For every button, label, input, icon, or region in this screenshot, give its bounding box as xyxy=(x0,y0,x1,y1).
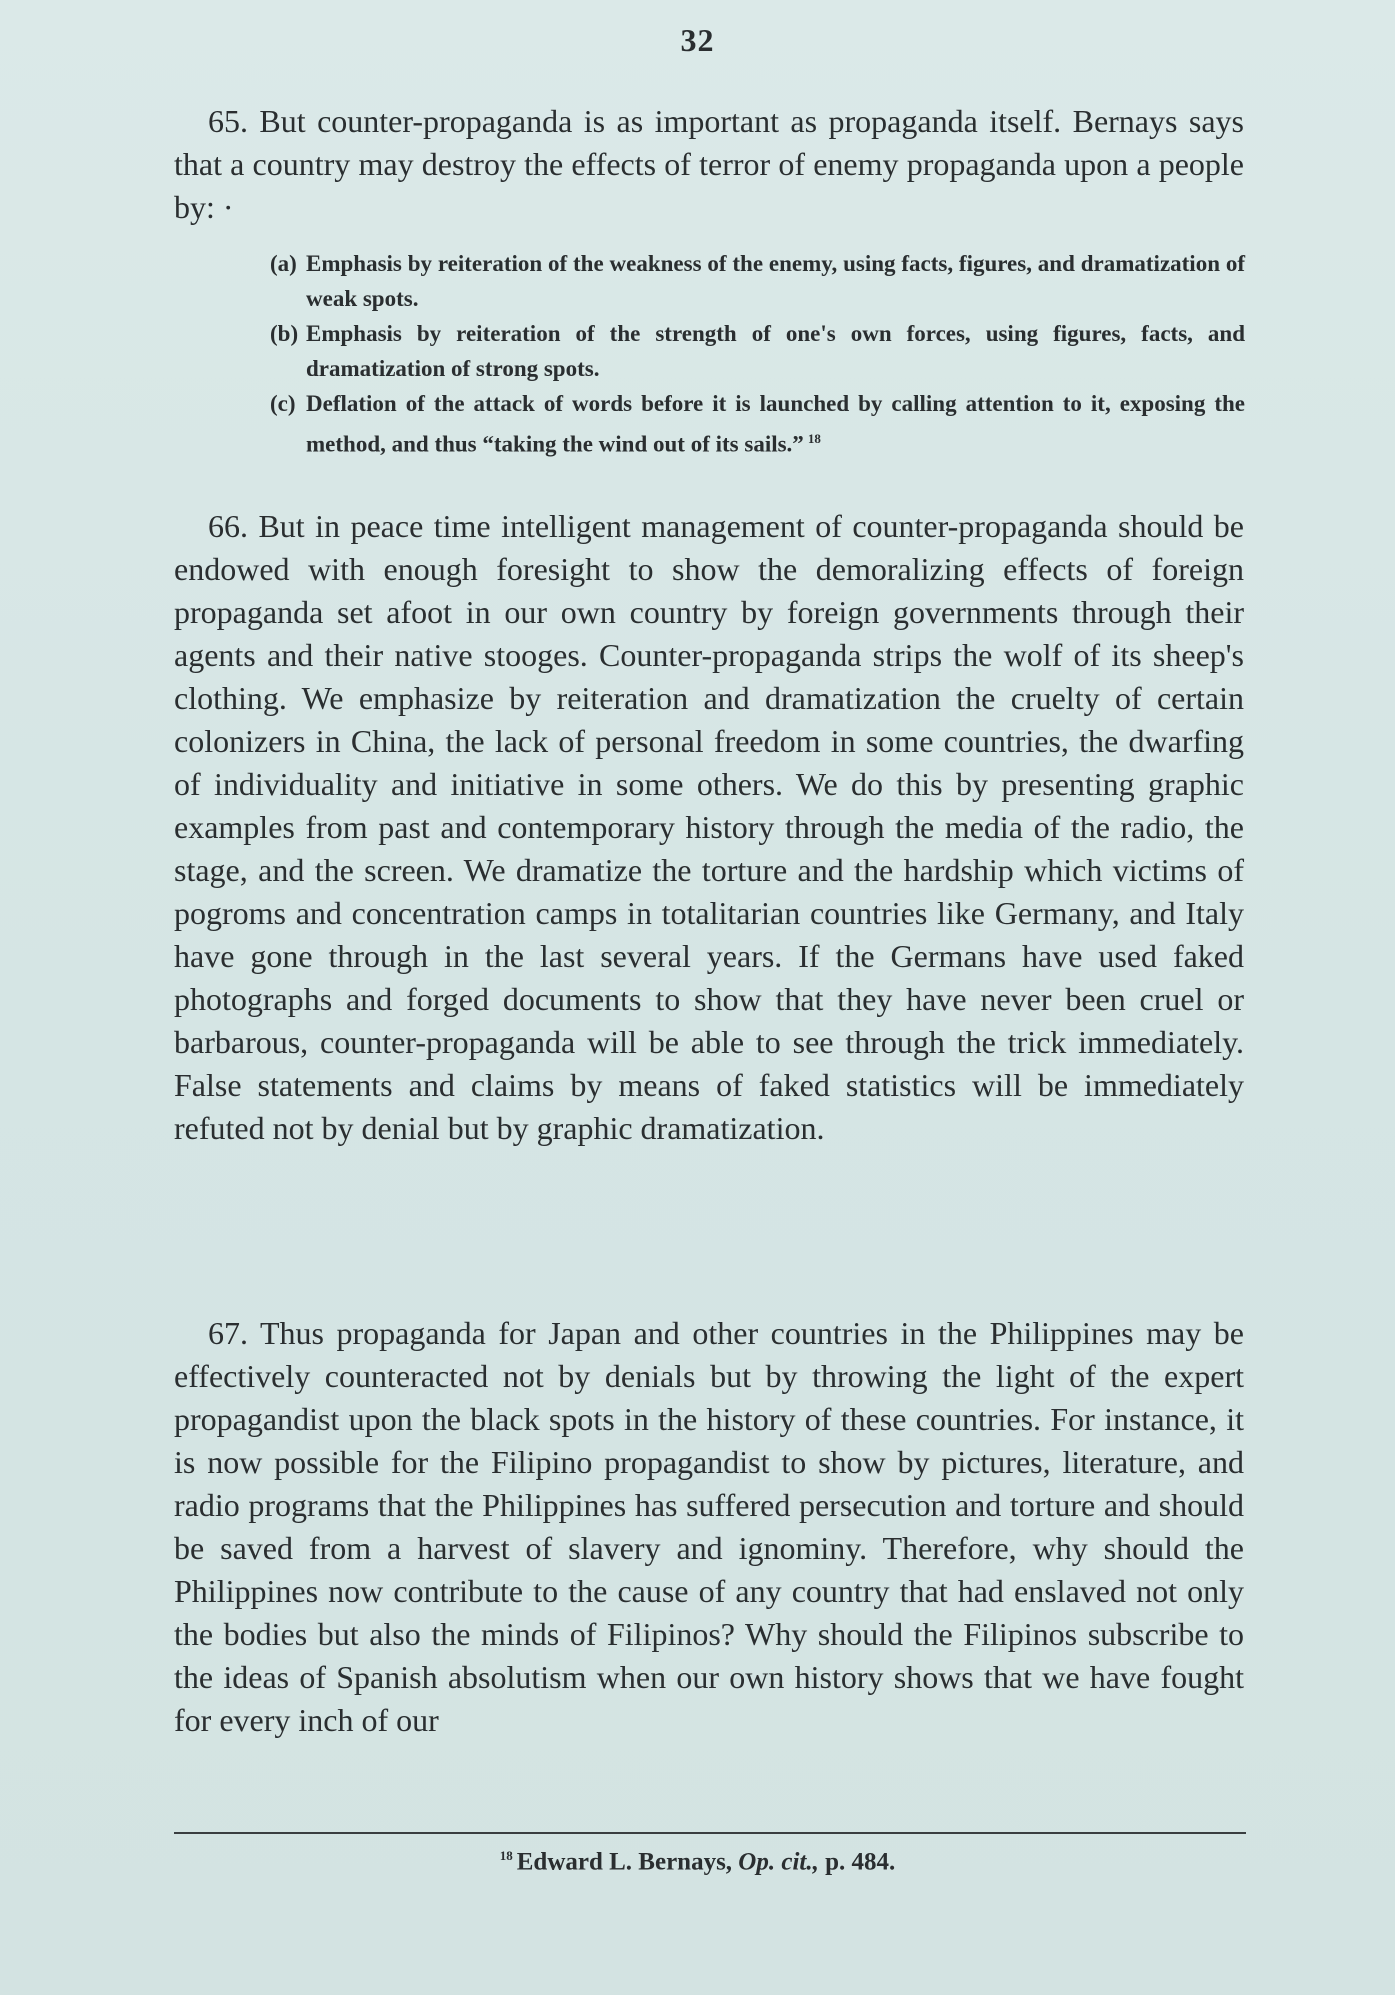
list-item-text: Emphasis by reiteration of the weakness of the enemy, using facts, figures, and dramatization of weak spots. xyxy=(306,251,1245,311)
list-item xyxy=(270,386,1245,462)
list-item-text: Emphasis by reiteration of the strength of one's own forces, using figures, facts, and dramatization of strong spots. xyxy=(306,321,1245,381)
list-item-mark: (a) xyxy=(270,251,297,276)
footnote-author: Edward L. Bernays, xyxy=(516,1848,733,1876)
page-number: 32 xyxy=(680,22,715,58)
paragraph-65 xyxy=(174,100,1244,229)
paragraph-66 xyxy=(174,505,1244,1150)
footnote-work: Op. cit., xyxy=(738,1848,819,1876)
footnote-page: p. 484. xyxy=(825,1848,896,1876)
footnote-mark: 18 xyxy=(499,1848,513,1863)
list-item-text: Deflation of the attack of words before it is launched by calling attention to it, exposing the method, and thus “taking the wind out of its sails.” xyxy=(306,391,1245,457)
list-item-mark: (b) xyxy=(270,321,299,346)
footnote-divider xyxy=(174,1832,1246,1834)
footnote xyxy=(0,1848,1395,1876)
list-item-mark: (c) xyxy=(270,391,296,416)
paragraph-66-text: 66. But in peace time intelligent management of counter-propaganda should be endowed with enough foresight to show the demoralizing effects of foreign propaganda set afoot in our own country by foreign governments through their agents and their native stooges. Counter-propaganda strips the wolf of its sheep's clothing. We emphasize by reiteration and dramatization the cruelty of certain colonizers in China, the lack of personal freedom in some countries, the dwarfing of individuality and initiative in some others. We do this by presenting graphic examples from past and contemporary history through the media of the radio, the stage, and the screen. We dramatize the torture and the hardship which victims of pogroms and concentration camps in totalitarian countries like Germany, and Italy have gone through in the last several years. If the Germans have used faked photographs and forged documents to show that they have never been cruel or barbarous, counter-propaganda will be able to see through the trick immediately. False statements and claims by means of faked statistics will be immediately refuted not by denial but by graphic dramatization. xyxy=(174,508,1244,1146)
list-item xyxy=(270,246,1245,316)
countermeasure-list xyxy=(270,246,1245,462)
list-item xyxy=(270,316,1245,386)
paragraph-67 xyxy=(174,1312,1244,1742)
footnote-reference: 18 xyxy=(807,431,821,446)
paragraph-67-text: 67. Thus propaganda for Japan and other countries in the Philippines may be effectively counteracted not by denials but by throwing the light of the expert propagandist upon the black spots in the history of these countries. For instance, it is now possible for the Filipino propagandist to show by pictures, literature, and radio programs that the Philippines has suffered persecution and torture and should be saved from a harvest of slavery and ignominy. Therefore, why should the Philippines now contribute to the cause of any country that had enslaved not only the bodies but also the minds of Filipinos? Why should the Filipinos subscribe to the ideas of Spanish absolutism when our own history shows that we have fought for every inch of our xyxy=(174,1315,1244,1738)
paragraph-65-text: 65. But counter-propaganda is as important as propaganda itself. Bernays says that a country may destroy the effects of terror of enemy propaganda upon a people by: · xyxy=(174,103,1244,225)
